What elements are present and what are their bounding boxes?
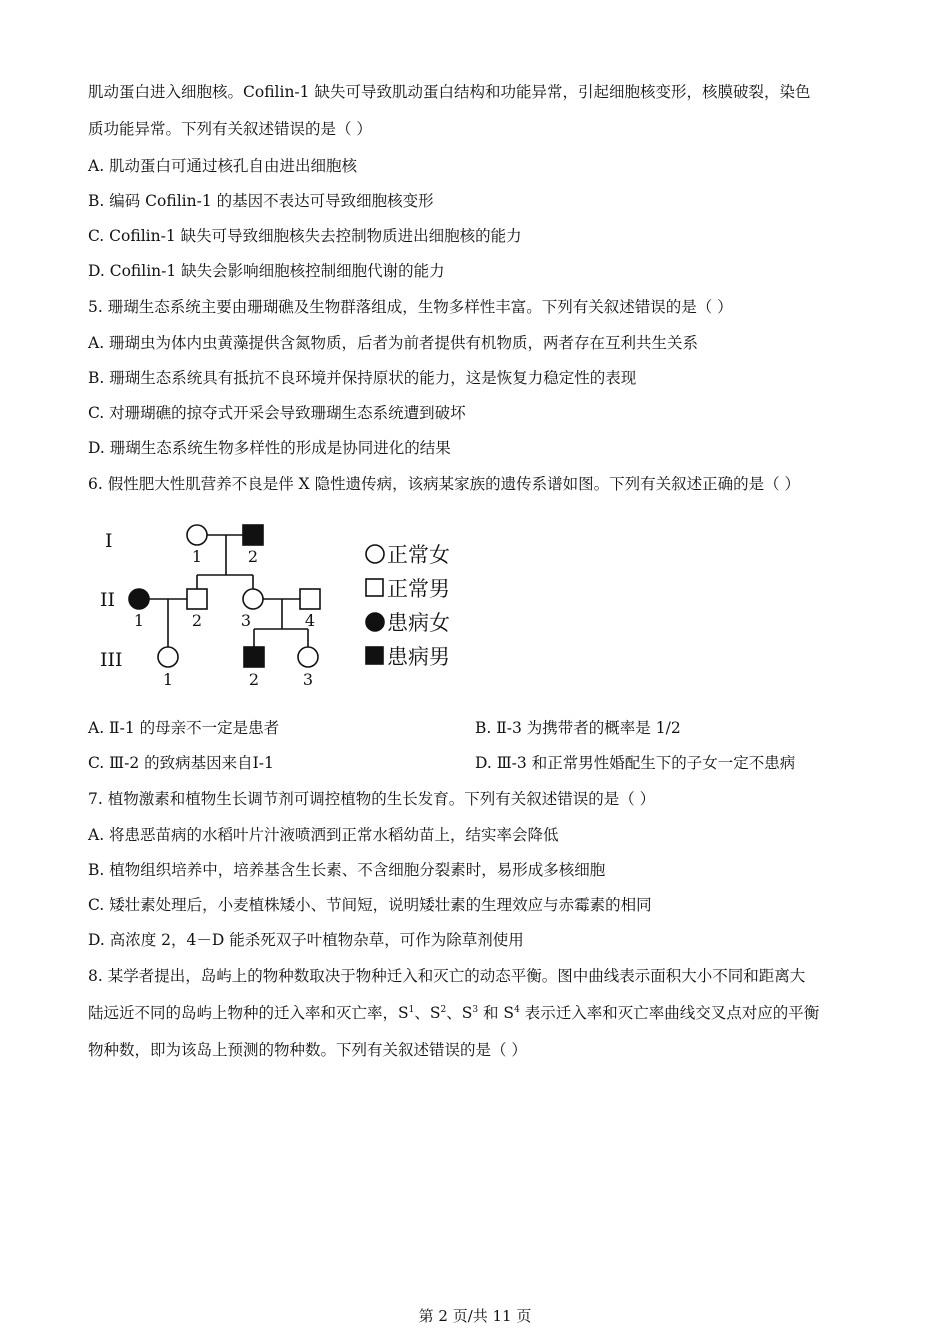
generation-label-i: I (105, 530, 113, 552)
q4-option-b: B. 编码 Cofilin-1 的基因不表达可导致细胞核变形 (88, 192, 434, 210)
pedigree-ii1-affected-female (129, 589, 149, 609)
q5-option-b: B. 珊瑚生态系统具有抵抗不良环境并保持原状的能力，这是恢复力稳定性的表现 (88, 369, 637, 387)
generation-label-ii: II (100, 589, 116, 611)
q6-option-a: A. Ⅱ-1 的母亲不一定是患者 (88, 719, 280, 737)
q4-option-a: A. 肌动蛋白可通过核孔自由进出细胞核 (88, 157, 358, 175)
pedigree-ii2-normal-male (187, 589, 207, 609)
generation-label-iii: III (100, 649, 123, 671)
q5-option-a: A. 珊瑚虫为体内虫黄藻提供含氮物质，后者为前者提供有机物质，两者存在互利共生关系 (88, 334, 699, 352)
pedigree-number: 2 (191, 611, 203, 630)
pedigree-number: 3 (302, 670, 314, 689)
legend-label: 患病女 (387, 611, 450, 635)
q4-option-d: D. Cofilin-1 缺失会影响细胞核控制细胞代谢的能力 (88, 262, 445, 280)
q7-option-a: A. 将患恶苗病的水稻叶片汁液喷洒到正常水稻幼苗上，结实率会降低 (88, 826, 559, 844)
q4-option-c: C. Cofilin-1 缺失可导致细胞核失去控制物质进出细胞核的能力 (88, 227, 522, 245)
pedigree-iii1-normal-female (158, 647, 178, 667)
legend-affected-female-icon (366, 613, 384, 631)
q5-option-c: C. 对珊瑚礁的掠夺式开采会导致珊瑚生态系统遭到破坏 (88, 404, 466, 422)
pedigree-number: 1 (162, 670, 174, 689)
legend-label: 正常男 (387, 577, 450, 601)
pedigree-number: 1 (133, 611, 145, 630)
pedigree-ii4-normal-male (300, 589, 320, 609)
pedigree-iii3-normal-female (298, 647, 318, 667)
q8-stem-line-1: 8. 某学者提出，岛屿上的物种数取决于物种迁入和灭亡的动态平衡。图中曲线表示面积大小不同和距离大 (88, 967, 806, 985)
q7-option-b: B. 植物组织培养中，培养基含生长素、不含细胞分裂素时，易形成多核细胞 (88, 861, 606, 879)
q6-stem: 6. 假性肥大性肌营养不良是伴 X 隐性遗传病，该病某家族的遗传系谱如图。下列有关叙述正确的是（ ） (88, 475, 801, 493)
q8-stem-line-3: 物种数，即为该岛上预测的物种数。下列有关叙述错误的是（ ） (88, 1041, 527, 1059)
legend-label: 正常女 (387, 543, 450, 567)
pedigree-number: 2 (247, 547, 259, 566)
pedigree-number: 2 (248, 670, 260, 689)
pedigree-number: 3 (240, 611, 252, 630)
q5-stem: 5. 珊瑚生态系统主要由珊瑚礁及生物群落组成，生物多样性丰富。下列有关叙述错误的是（ ） (88, 298, 733, 316)
legend-normal-female-icon (366, 545, 384, 563)
q7-option-c: C. 矮壮素处理后，小麦植株矮小、节间短，说明矮壮素的生理效应与赤霉素的相同 (88, 896, 652, 914)
q6-option-b: B. Ⅱ-3 为携带者的概率是 1/2 (475, 719, 681, 737)
legend-normal-male-icon (366, 579, 383, 596)
q7-stem: 7. 植物激素和植物生长调节剂可调控植物的生长发育。下列有关叙述错误的是（ ） (88, 790, 656, 808)
q7-option-d: D. 高浓度 2，4－D 能杀死双子叶植物杂草，可作为除草剂使用 (88, 931, 524, 949)
pedigree-number: 4 (304, 611, 316, 630)
pedigree-number: 1 (191, 547, 203, 566)
q6-option-d: D. Ⅲ-3 和正常男性婚配生下的子女一定不患病 (475, 754, 796, 772)
legend-affected-male-icon (366, 647, 383, 664)
pedigree-i2-affected-male (243, 525, 263, 545)
q5-option-d: D. 珊瑚生态系统生物多样性的形成是协同进化的结果 (88, 439, 451, 457)
pedigree-i1-normal-female (187, 525, 207, 545)
pedigree-ii3-normal-female (243, 589, 263, 609)
page-footer: 第 2 页/共 11 页 (418, 1307, 532, 1325)
pedigree-diagram (88, 515, 478, 695)
q4-stem-line-2: 质功能异常。下列有关叙述错误的是（ ） (88, 120, 372, 138)
q6-option-c: C. Ⅲ-2 的致病基因来自Ⅰ-1 (88, 754, 274, 772)
legend-label: 患病男 (387, 645, 450, 669)
q8-stem-line-2: 陆远近不同的岛屿上物种的迁入率和灭亡率，$S^1$、$S^2$、$S^3$ 和 $S^4$ 表示迁入率和灭亡率曲线交叉点对应的平衡 (88, 1004, 820, 1022)
q4-stem-line-1: 肌动蛋白进入细胞核。Cofilin-1 缺失可导致肌动蛋白结构和功能异常，引起细胞核变形，核膜破裂，染色 (88, 83, 811, 101)
pedigree-iii2-affected-male (244, 647, 264, 667)
